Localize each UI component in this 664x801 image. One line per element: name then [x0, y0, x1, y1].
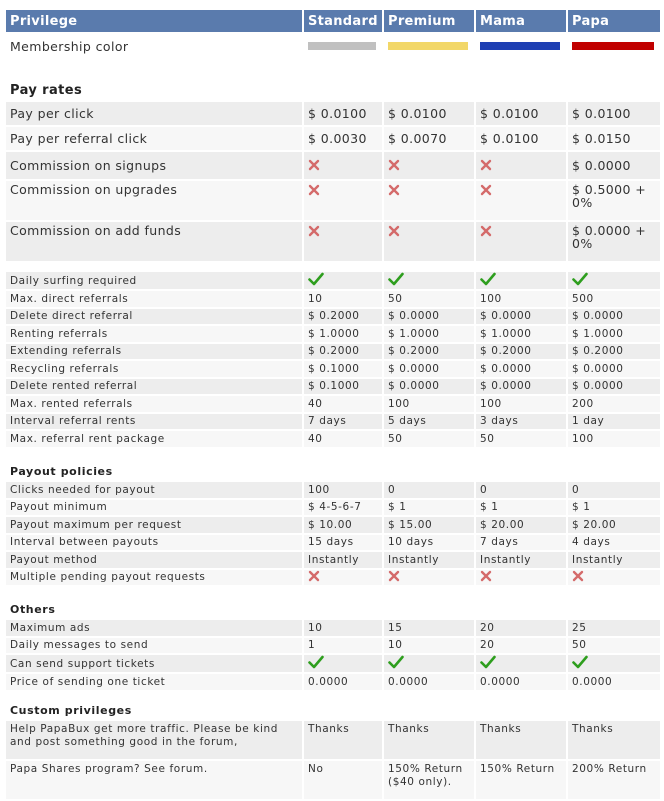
- premium-value: Thanks: [384, 721, 474, 759]
- papa-value: $ 1.0000: [568, 326, 660, 342]
- custom-table: [4, 700, 662, 801]
- row-label: Max. rented referrals: [6, 396, 302, 412]
- standard-value: $ 0.2000: [304, 344, 382, 360]
- premium-value: $ 0.0000: [384, 309, 474, 325]
- others-row: [6, 620, 660, 636]
- privilege-header: Privilege: [6, 10, 302, 32]
- cross-icon: [388, 184, 400, 198]
- referrals-row: [6, 361, 660, 377]
- pay-rates-body: [6, 102, 660, 261]
- standard-value: 40: [304, 396, 382, 412]
- premium-value: [384, 222, 474, 261]
- cross-icon: [308, 570, 320, 585]
- referrals-row: [6, 431, 660, 447]
- mama-value: $ 20.00: [476, 517, 566, 533]
- mama-value: $ 0.0000: [476, 309, 566, 325]
- payout-row: [6, 482, 660, 498]
- premium-value: 150% Return ($40 only).: [384, 761, 474, 799]
- standard-value: [304, 272, 382, 289]
- premium-value: 50: [384, 291, 474, 307]
- row-label: Payout method: [6, 552, 302, 568]
- standard-value: 0.0000: [304, 674, 382, 690]
- row-label: Pay per referral click: [6, 127, 302, 150]
- papa-value: 500: [568, 291, 660, 307]
- checkmark-icon: [480, 272, 496, 289]
- row-label: Daily messages to send: [6, 638, 302, 654]
- premium-value: $ 0.2000: [384, 344, 474, 360]
- mama-value: $ 0.0100: [476, 127, 566, 150]
- row-label: Price of sending one ticket: [6, 674, 302, 690]
- premium-value: [384, 152, 474, 179]
- payout-row: [6, 500, 660, 516]
- papa-value: $ 0.2000: [568, 344, 660, 360]
- mama-value: $ 0.0100: [476, 102, 566, 125]
- cross-icon: [572, 570, 584, 585]
- referrals-row: [6, 272, 660, 289]
- standard-value: 7 days: [304, 414, 382, 430]
- papa-value: 0.0000: [568, 674, 660, 690]
- mama-value: $ 0.2000: [476, 344, 566, 360]
- premium-value: 0: [384, 482, 474, 498]
- row-label: Payout maximum per request: [6, 517, 302, 533]
- premium-value: 10 days: [384, 535, 474, 551]
- checkmark-icon: [308, 272, 324, 289]
- premium-value: 10: [384, 638, 474, 654]
- papa-value: [568, 570, 660, 586]
- checkmark-icon: [572, 655, 588, 672]
- row-label: Commission on upgrades: [6, 181, 302, 220]
- cross-icon: [480, 225, 492, 239]
- payout-section-row: [6, 463, 660, 480]
- referrals-row: [6, 326, 660, 342]
- papa-value: 1 day: [568, 414, 660, 430]
- mama-color-swatch: [480, 42, 560, 50]
- papa-color-swatch: [572, 42, 654, 50]
- others-table: [4, 599, 662, 692]
- referrals-row: [6, 309, 660, 325]
- pay-rates-title: Pay rates: [6, 80, 660, 100]
- referrals-row: [6, 414, 660, 430]
- custom-row: [6, 721, 660, 759]
- premium-value: $ 15.00: [384, 517, 474, 533]
- checkmark-icon: [388, 655, 404, 672]
- mama-value: 20: [476, 620, 566, 636]
- cross-icon: [308, 184, 320, 198]
- others-row: [6, 674, 660, 690]
- row-label: Commission on add funds: [6, 222, 302, 261]
- mama-value: [476, 222, 566, 261]
- cross-icon: [388, 225, 400, 239]
- row-label: Interval between payouts: [6, 535, 302, 551]
- standard-value: Thanks: [304, 721, 382, 759]
- papa-value: 200: [568, 396, 660, 412]
- standard-value: 10: [304, 620, 382, 636]
- papa-value: Instantly: [568, 552, 660, 568]
- mama-value: $ 1.0000: [476, 326, 566, 342]
- referrals-table: [4, 270, 662, 449]
- mama-value: 3 days: [476, 414, 566, 430]
- premium-value: 100: [384, 396, 474, 412]
- mama-value: 100: [476, 396, 566, 412]
- papa-value: $ 0.0000 + 0%: [568, 222, 660, 261]
- premium-value: [384, 181, 474, 220]
- payout-table: [4, 461, 662, 587]
- row-label: Max. referral rent package: [6, 431, 302, 447]
- row-label: Daily surfing required: [6, 272, 302, 289]
- cross-icon: [308, 159, 320, 174]
- row-label: Extending referrals: [6, 344, 302, 360]
- premium-value: $ 1: [384, 500, 474, 516]
- pay-rates-row: [6, 222, 660, 261]
- papa-value: $ 0.0000: [568, 152, 660, 179]
- standard-value: [304, 222, 382, 261]
- row-label: Payout minimum: [6, 500, 302, 516]
- mama-value: $ 0.0000: [476, 361, 566, 377]
- mama-value: [476, 181, 566, 220]
- pay-rates-row: [6, 102, 660, 125]
- plan-header-mama: Mama: [476, 10, 566, 32]
- row-label: Maximum ads: [6, 620, 302, 636]
- others-row: [6, 655, 660, 672]
- mama-value: [476, 655, 566, 672]
- referrals-row: [6, 291, 660, 307]
- pay-rates-row: [6, 181, 660, 220]
- pay-rates-table: [4, 78, 662, 263]
- standard-value: [304, 181, 382, 220]
- row-label: Max. direct referrals: [6, 291, 302, 307]
- mama-value: 0.0000: [476, 674, 566, 690]
- standard-value: $ 0.1000: [304, 379, 382, 395]
- papa-value: $ 0.0000: [568, 361, 660, 377]
- plan-header-premium: Premium: [384, 10, 474, 32]
- referrals-body: [6, 272, 660, 447]
- papa-value: $ 1: [568, 500, 660, 516]
- referrals-row: [6, 379, 660, 395]
- mama-value: 150% Return: [476, 761, 566, 799]
- payout-row: [6, 570, 660, 586]
- mama-value: 100: [476, 291, 566, 307]
- papa-value: 200% Return: [568, 761, 660, 799]
- payout-body: [6, 482, 660, 585]
- premium-value: [384, 570, 474, 586]
- row-label: Commission on signups: [6, 152, 302, 179]
- mama-value: [476, 152, 566, 179]
- cross-icon: [388, 570, 400, 585]
- row-label: Recycling referrals: [6, 361, 302, 377]
- payout-row: [6, 552, 660, 568]
- premium-value: 50: [384, 431, 474, 447]
- premium-color-swatch: [388, 42, 468, 50]
- papa-value: 0: [568, 482, 660, 498]
- papa-value: $ 0.0000: [568, 379, 660, 395]
- premium-value: 15: [384, 620, 474, 636]
- premium-value: Instantly: [384, 552, 474, 568]
- plan-header-standard: Standard: [304, 10, 382, 32]
- standard-value: Instantly: [304, 552, 382, 568]
- standard-value: [304, 152, 382, 179]
- custom-row: [6, 761, 660, 799]
- premium-value: 0.0000: [384, 674, 474, 690]
- cross-icon: [388, 159, 400, 174]
- row-label: Delete rented referral: [6, 379, 302, 395]
- membership-color-label: Membership color: [6, 34, 302, 58]
- standard-value: No: [304, 761, 382, 799]
- mama-value: $ 1: [476, 500, 566, 516]
- standard-value: 10: [304, 291, 382, 307]
- row-label: Clicks needed for payout: [6, 482, 302, 498]
- checkmark-icon: [572, 272, 588, 289]
- payout-title: Payout policies: [6, 463, 660, 480]
- premium-value: $ 0.0070: [384, 127, 474, 150]
- mama-value: [476, 570, 566, 586]
- standard-value: $ 4-5-6-7: [304, 500, 382, 516]
- referrals-row: [6, 396, 660, 412]
- standard-color-swatch: [308, 42, 376, 50]
- row-label: Can send support tickets: [6, 655, 302, 672]
- pay-rates-row: [6, 127, 660, 150]
- mama-value: [476, 272, 566, 289]
- papa-value: $ 0.5000 + 0%: [568, 181, 660, 220]
- standard-value: $ 0.2000: [304, 309, 382, 325]
- standard-value: 1: [304, 638, 382, 654]
- papa-value: $ 0.0100: [568, 102, 660, 125]
- payout-row: [6, 517, 660, 533]
- standard-value: [304, 655, 382, 672]
- cross-icon: [480, 159, 492, 174]
- cross-icon: [480, 184, 492, 198]
- standard-value: 15 days: [304, 535, 382, 551]
- cross-icon: [480, 570, 492, 585]
- premium-value: $ 0.0100: [384, 102, 474, 125]
- papa-value: 50: [568, 638, 660, 654]
- premium-value: [384, 655, 474, 672]
- row-label: Delete direct referral: [6, 309, 302, 325]
- privilege-table-header: [4, 8, 662, 60]
- standard-value: $ 0.0100: [304, 102, 382, 125]
- papa-value: 100: [568, 431, 660, 447]
- cross-icon: [308, 225, 320, 239]
- membership-color-row: [6, 34, 660, 58]
- custom-title: Custom privileges: [6, 702, 660, 719]
- custom-section-row: [6, 702, 660, 719]
- papa-value: [568, 655, 660, 672]
- papa-value: Thanks: [568, 721, 660, 759]
- pay-rates-section-row: [6, 80, 660, 100]
- row-label: Pay per click: [6, 102, 302, 125]
- header-row: [6, 10, 660, 32]
- pay-rates-row: [6, 152, 660, 179]
- standard-value: $ 0.0030: [304, 127, 382, 150]
- checkmark-icon: [480, 655, 496, 672]
- standard-value: 40: [304, 431, 382, 447]
- papa-value: 4 days: [568, 535, 660, 551]
- mama-value: 0: [476, 482, 566, 498]
- row-label: Multiple pending payout requests: [6, 570, 302, 586]
- plan-header-papa: Papa: [568, 10, 660, 32]
- referrals-row: [6, 344, 660, 360]
- papa-value: 25: [568, 620, 660, 636]
- others-section-row: [6, 601, 660, 618]
- mama-value: 7 days: [476, 535, 566, 551]
- papa-value: [568, 272, 660, 289]
- others-title: Others: [6, 601, 660, 618]
- standard-value: [304, 570, 382, 586]
- premium-value: $ 0.0000: [384, 361, 474, 377]
- checkmark-icon: [388, 272, 404, 289]
- row-label: Help PapaBux get more traffic. Please be kind and post something good in the forum,: [6, 721, 302, 759]
- mama-value: $ 0.0000: [476, 379, 566, 395]
- papa-value: $ 0.0150: [568, 127, 660, 150]
- payout-row: [6, 535, 660, 551]
- papa-value: $ 20.00: [568, 517, 660, 533]
- premium-value: [384, 272, 474, 289]
- premium-value: $ 0.0000: [384, 379, 474, 395]
- premium-value: 5 days: [384, 414, 474, 430]
- premium-value: $ 1.0000: [384, 326, 474, 342]
- checkmark-icon: [308, 655, 324, 672]
- standard-value: $ 10.00: [304, 517, 382, 533]
- mama-value: Thanks: [476, 721, 566, 759]
- others-body: [6, 620, 660, 690]
- mama-value: 20: [476, 638, 566, 654]
- papa-value: $ 0.0000: [568, 309, 660, 325]
- row-label: Papa Shares program? See forum.: [6, 761, 302, 799]
- row-label: Renting referrals: [6, 326, 302, 342]
- mama-value: 50: [476, 431, 566, 447]
- others-row: [6, 638, 660, 654]
- standard-value: 100: [304, 482, 382, 498]
- row-label: Interval referral rents: [6, 414, 302, 430]
- standard-value: $ 1.0000: [304, 326, 382, 342]
- standard-value: $ 0.1000: [304, 361, 382, 377]
- custom-body: [6, 721, 660, 799]
- mama-value: Instantly: [476, 552, 566, 568]
